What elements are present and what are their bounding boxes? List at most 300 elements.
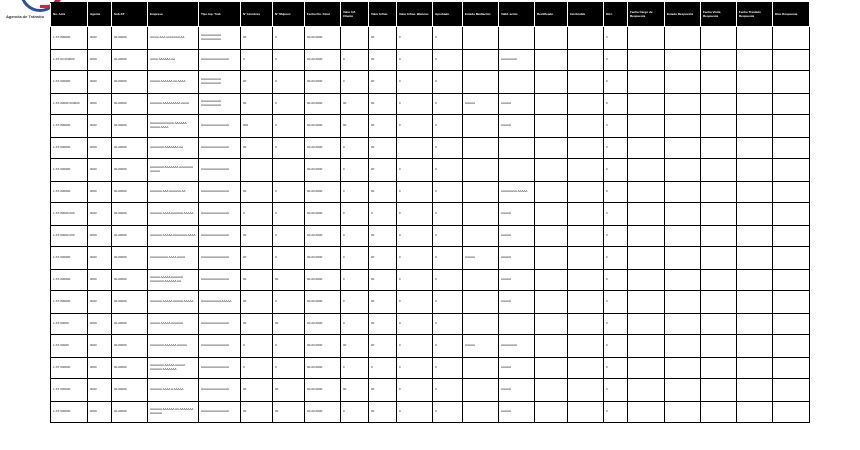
table-cell xyxy=(737,203,773,226)
table-cell: 0 xyxy=(433,182,463,203)
table-cell: 00 xyxy=(241,247,273,270)
table-cell: 00 xyxy=(341,115,369,138)
table-cell xyxy=(701,138,737,159)
table-cell xyxy=(568,138,604,159)
column-header: Tipo Inp. Trab xyxy=(199,3,241,27)
table-cell xyxy=(773,203,810,226)
table-cell: 0 xyxy=(273,358,305,379)
table-cell xyxy=(535,115,568,138)
table-cell xyxy=(773,402,810,423)
table-cell: 0 xyxy=(604,314,628,335)
table-cell xyxy=(499,138,535,159)
table-cell xyxy=(737,358,773,379)
table-cell: AAAAA xyxy=(499,226,535,247)
column-header: Fecha Cargo de Respuesta xyxy=(628,3,665,27)
table-cell: 0000 xyxy=(88,314,112,335)
table-cell xyxy=(499,27,535,50)
table-cell: AAAAAAAAAAAA AAAAAA AAAAA AAAA xyxy=(148,115,199,138)
column-header: Valor Inf. Cliente xyxy=(341,3,369,27)
table-cell: 0000 xyxy=(88,270,112,291)
table-cell: 00-00000 xyxy=(112,203,148,226)
table-cell xyxy=(535,270,568,291)
table-cell: 0 xyxy=(273,203,305,226)
table-cell xyxy=(773,379,810,402)
table-cell xyxy=(701,226,737,247)
table-cell xyxy=(568,335,604,358)
table-cell xyxy=(341,27,369,50)
table-cell: 00 xyxy=(369,314,397,335)
table-cell: 0 xyxy=(341,291,369,314)
table-cell: 0 xyxy=(273,138,305,159)
table-cell xyxy=(665,358,701,379)
table-cell xyxy=(737,291,773,314)
table-cell: 0 xyxy=(433,379,463,402)
table-cell xyxy=(628,138,665,159)
table-cell xyxy=(535,182,568,203)
table-cell: 0 xyxy=(273,335,305,358)
table-cell xyxy=(737,71,773,94)
table-cell: AAAAAA AAAA A AAAAA xyxy=(148,379,199,402)
table-cell: 0 xyxy=(341,138,369,159)
table-cell: 0 xyxy=(604,71,628,94)
table-cell xyxy=(463,314,499,335)
table-cell xyxy=(701,379,737,402)
table-cell xyxy=(665,335,701,358)
table-cell: AAAAAA AAAAA AAAAA AAAAA xyxy=(148,291,199,314)
table-cell xyxy=(701,270,737,291)
table-cell: 0 xyxy=(397,115,433,138)
table-cell: AAAAA xyxy=(499,247,535,270)
table-cell: 0 xyxy=(397,291,433,314)
table-cell: 0 xyxy=(604,50,628,71)
table-cell xyxy=(568,182,604,203)
table-cell: AAAAAAAAAAAAAA xyxy=(199,138,241,159)
table-cell xyxy=(568,27,604,50)
table-cell xyxy=(665,402,701,423)
table-cell: AAAAAAAAA AAAA AAAA xyxy=(148,247,199,270)
table-header-row xyxy=(51,3,810,27)
table-cell: AAAAA xyxy=(499,291,535,314)
table-cell: 0 xyxy=(433,335,463,358)
table-cell: 00 xyxy=(369,138,397,159)
table-cell: AAAAAA AAAAAAAAA AAAA xyxy=(148,94,199,115)
table-cell: 0 xyxy=(397,335,433,358)
table-cell: AAAAAAAAAAAAAA xyxy=(199,335,241,358)
table-cell: 00-00-0000 xyxy=(305,226,341,247)
table-row xyxy=(51,335,810,358)
table-cell: AAAAAA AAAAAA AA AAAAAAA AAAAAA xyxy=(148,402,199,423)
table-cell xyxy=(535,50,568,71)
table-cell: 0 xyxy=(604,270,628,291)
table-cell: 0 xyxy=(397,159,433,182)
table-cell xyxy=(397,138,433,159)
table-cell xyxy=(463,226,499,247)
column-header: No. Acta xyxy=(51,3,88,27)
table-cell: 00 xyxy=(369,27,397,50)
table-cell: 0000 xyxy=(88,115,112,138)
table-cell: AA/AA AAA AAAAAAA AA xyxy=(148,27,199,50)
table-cell: 0000 xyxy=(88,291,112,314)
table-cell: 0 xyxy=(273,182,305,203)
table-cell: AAAA AAAAAA AA xyxy=(148,50,199,71)
table-cell xyxy=(628,226,665,247)
table-cell: AAAAAAAAAAAAAA xyxy=(199,203,241,226)
table-cell: 00-00000 xyxy=(112,402,148,423)
table-body xyxy=(51,27,810,423)
table-cell xyxy=(737,335,773,358)
table-cell: 0 xyxy=(397,50,433,71)
table-cell: 0 xyxy=(273,291,305,314)
table-cell: AAAAA xyxy=(499,402,535,423)
table-cell: 1-ST-000000 xyxy=(51,27,88,50)
table-cell: AAAAAA AAAA AAAAAA AAAAA xyxy=(148,203,199,226)
table-cell: 0 xyxy=(604,379,628,402)
column-header: Estado Mediación xyxy=(463,3,499,27)
table-cell xyxy=(463,115,499,138)
table-cell: 0000 xyxy=(88,50,112,71)
table-cell: 0 xyxy=(604,247,628,270)
table-cell: 0000 xyxy=(88,358,112,379)
table-cell: 0000 xyxy=(88,226,112,247)
column-header: Fecha Visita Respuesta xyxy=(701,3,737,27)
table-cell: 0 xyxy=(397,402,433,423)
table-cell: 0 xyxy=(341,50,369,71)
table-cell xyxy=(628,27,665,50)
table-cell: 0 xyxy=(397,247,433,270)
table-cell: 1-ST-00 000000 xyxy=(51,50,88,71)
table-cell xyxy=(701,182,737,203)
table-cell: AAAAAAAA AAAAA xyxy=(499,182,535,203)
table-cell xyxy=(628,402,665,423)
table-cell: 00-00000 xyxy=(112,270,148,291)
table-cell: 00 xyxy=(273,270,305,291)
table-cell: 00 xyxy=(241,138,273,159)
table-cell: 0 xyxy=(341,314,369,335)
table-cell: 0 xyxy=(397,379,433,402)
table-cell: AAAAA xyxy=(499,94,535,115)
column-header: Valid. ación xyxy=(499,3,535,27)
table-row xyxy=(51,27,810,50)
table-cell: AAAAAAA AAAAAAA AAAAAAA AAAAA xyxy=(148,159,199,182)
table-cell: AAAAA AAAAA AAAAAA AAAAAAA AAAAAA AA xyxy=(148,270,199,291)
table-cell xyxy=(628,182,665,203)
table-cell xyxy=(773,94,810,115)
table-cell: 0 xyxy=(397,27,433,50)
table-cell xyxy=(535,203,568,226)
column-header: Valor Infrac. xyxy=(369,3,397,27)
table-cell: 0 xyxy=(433,402,463,423)
table-row xyxy=(51,115,810,138)
table-cell: 0 xyxy=(273,71,305,94)
table-cell xyxy=(535,291,568,314)
table-cell xyxy=(628,71,665,94)
table-cell: 00-00-0000 xyxy=(305,247,341,270)
table-row xyxy=(51,182,810,203)
table-cell xyxy=(701,247,737,270)
table-cell xyxy=(568,270,604,291)
table-cell: 0 xyxy=(273,94,305,115)
table-cell: 0 xyxy=(604,27,628,50)
column-header: Empresa xyxy=(148,3,199,27)
table-cell: 0 xyxy=(433,291,463,314)
table-cell: 0 xyxy=(369,203,397,226)
table-cell xyxy=(628,50,665,71)
table-cell: 00-00-0000 xyxy=(305,94,341,115)
table-cell xyxy=(628,94,665,115)
table-cell: 1-ST 000000 xyxy=(51,379,88,402)
table-cell: 0 xyxy=(341,159,369,182)
column-header: N° Hombres xyxy=(241,3,273,27)
table-row xyxy=(51,314,810,335)
table-cell: AAAAAAAAAA AAAAAAAAAA xyxy=(199,27,241,50)
table-cell: 00 xyxy=(273,379,305,402)
column-header: Rectificado xyxy=(535,3,568,27)
table-cell: 00 xyxy=(369,291,397,314)
table-cell: 0 xyxy=(369,358,397,379)
table-cell xyxy=(665,27,701,50)
table-cell: 0 xyxy=(433,159,463,182)
table-cell xyxy=(628,358,665,379)
table-cell xyxy=(535,314,568,335)
table-cell xyxy=(463,50,499,71)
table-cell xyxy=(773,270,810,291)
column-header: N° Mujeres xyxy=(273,3,305,27)
table-cell xyxy=(773,314,810,335)
table-cell xyxy=(463,71,499,94)
table-cell: 00 xyxy=(369,71,397,94)
table-cell xyxy=(535,379,568,402)
table-cell: 0 xyxy=(433,138,463,159)
table-cell: 0 xyxy=(433,71,463,94)
table-cell: 00 xyxy=(241,27,273,50)
table-cell: AAAAAAAAAAAAAA xyxy=(199,402,241,423)
table-cell: 0000 xyxy=(88,247,112,270)
table-cell: 0 xyxy=(433,115,463,138)
table-row xyxy=(51,247,810,270)
table-cell: 0 xyxy=(433,50,463,71)
table-cell xyxy=(665,247,701,270)
table-cell: AAAAAAAAAAAAAA xyxy=(199,50,241,71)
table-cell xyxy=(665,94,701,115)
table-cell: 1-ST-00000 000000 xyxy=(51,94,88,115)
table-cell xyxy=(737,159,773,182)
table-cell: 0 xyxy=(397,203,433,226)
table-cell: 00-00-0000 xyxy=(305,159,341,182)
table-cell xyxy=(535,138,568,159)
table-cell: AAAAAA AAAAA AAAAAAA AAAA xyxy=(148,226,199,247)
table-cell xyxy=(535,159,568,182)
table-cell: 0 xyxy=(397,226,433,247)
column-header: Aprobado xyxy=(433,3,463,27)
table-cell: AAAAAAAAAA AAAAA xyxy=(199,291,241,314)
table-cell xyxy=(568,226,604,247)
table-cell: 00 xyxy=(241,71,273,94)
table-cell: 0000 xyxy=(88,335,112,358)
table-cell: 0000 xyxy=(88,94,112,115)
table-cell: 0 xyxy=(604,94,628,115)
logo-brand-text: Agencia de Tránsito xyxy=(6,14,45,19)
table-cell: 00-00-0000 xyxy=(305,71,341,94)
table-cell xyxy=(535,402,568,423)
table-cell: 00-00-0000 xyxy=(305,27,341,50)
table-cell xyxy=(737,138,773,159)
table-cell xyxy=(568,379,604,402)
table-cell: 00-00-0000 xyxy=(305,358,341,379)
table-cell: 00 xyxy=(369,50,397,71)
table-cell xyxy=(463,358,499,379)
table-cell xyxy=(773,138,810,159)
table-cell: AAAAAAAAAAAAAA xyxy=(199,159,241,182)
table-cell: 0 xyxy=(433,247,463,270)
table-cell: 00 xyxy=(241,182,273,203)
table-cell: 0 xyxy=(604,159,628,182)
table-cell xyxy=(737,115,773,138)
table-cell xyxy=(737,402,773,423)
table-cell xyxy=(665,379,701,402)
table-cell xyxy=(568,50,604,71)
table-cell: 0 xyxy=(341,358,369,379)
table-row xyxy=(51,270,810,291)
table-cell: 0 xyxy=(397,182,433,203)
table-cell: 0 xyxy=(433,203,463,226)
table-cell: 0 xyxy=(397,71,433,94)
table-cell: 0 xyxy=(341,270,369,291)
table-cell xyxy=(535,226,568,247)
table-cell xyxy=(628,314,665,335)
table-row xyxy=(51,71,810,94)
column-header: Valor Infrac. Blancas xyxy=(397,3,433,27)
table-cell xyxy=(701,50,737,71)
table-cell xyxy=(773,71,810,94)
table-cell: 00 xyxy=(369,270,397,291)
table-cell: 0 xyxy=(273,226,305,247)
table-cell: 0 xyxy=(273,27,305,50)
table-cell: 0 xyxy=(604,226,628,247)
table-cell: 1-ST 000000 xyxy=(51,402,88,423)
table-cell xyxy=(499,159,535,182)
table-cell: AAAAA xyxy=(463,335,499,358)
table-cell xyxy=(773,159,810,182)
table-cell: AAAAA xyxy=(463,247,499,270)
table-cell xyxy=(568,291,604,314)
table-cell xyxy=(701,291,737,314)
table-cell xyxy=(773,358,810,379)
table-cell: 1-ST-00000 000 xyxy=(51,203,88,226)
table-cell xyxy=(568,115,604,138)
column-header: Estado Respuesta xyxy=(665,3,701,27)
table-cell: 0 xyxy=(604,203,628,226)
column-header: Agente xyxy=(88,3,112,27)
table-cell: 00-00000 xyxy=(112,314,148,335)
table-cell xyxy=(535,71,568,94)
table-cell: 00 xyxy=(341,379,369,402)
table-cell xyxy=(773,50,810,71)
table-cell: 0 xyxy=(397,270,433,291)
table-cell xyxy=(568,358,604,379)
table-cell: 1-ST-000000 xyxy=(51,159,88,182)
table-cell xyxy=(701,402,737,423)
table-cell xyxy=(665,226,701,247)
table-cell: 0 xyxy=(433,314,463,335)
table-cell: AAAAA xyxy=(499,358,535,379)
table-cell: 00-00000 xyxy=(112,138,148,159)
table-cell: 0 xyxy=(241,335,273,358)
column-header: Sub-ST xyxy=(112,3,148,27)
table-cell: 00-00000 xyxy=(112,358,148,379)
table-cell xyxy=(463,203,499,226)
table-cell: 1-ST-00000 xyxy=(51,335,88,358)
table-cell: 00-00000 xyxy=(112,27,148,50)
table-cell: 00-00-0000 xyxy=(305,402,341,423)
table-cell: AAAAAAA AAAAAA AAAAA xyxy=(148,335,199,358)
table-cell: 00-00000 xyxy=(112,159,148,182)
table-cell xyxy=(701,71,737,94)
table-cell xyxy=(535,335,568,358)
table-cell xyxy=(737,314,773,335)
table-cell: 00-00000 xyxy=(112,226,148,247)
table-cell: AAAAAAAAAAAAAA xyxy=(199,270,241,291)
table-cell: 00 xyxy=(273,402,305,423)
table-row xyxy=(51,203,810,226)
table-cell xyxy=(773,335,810,358)
table-cell: 1-ST-000000 xyxy=(51,115,88,138)
table-cell: 0000 xyxy=(88,203,112,226)
table-cell xyxy=(628,247,665,270)
table-cell xyxy=(463,270,499,291)
table-cell xyxy=(463,27,499,50)
table-cell: 00-00000 xyxy=(112,247,148,270)
table-cell: AAAAA xyxy=(499,203,535,226)
table-cell xyxy=(628,335,665,358)
table-cell: 00 xyxy=(341,94,369,115)
table-cell: 1-ST-000000 xyxy=(51,270,88,291)
table-cell: 00-00000 xyxy=(112,71,148,94)
table-cell: 00-00-0000 xyxy=(305,182,341,203)
table-cell xyxy=(568,159,604,182)
table-cell: 00 xyxy=(369,379,397,402)
table-cell: 00 xyxy=(241,402,273,423)
table-cell: 00 xyxy=(241,94,273,115)
table-cell xyxy=(773,27,810,50)
table-cell xyxy=(665,50,701,71)
table-cell: 0 xyxy=(241,50,273,71)
table-cell: 00 xyxy=(273,314,305,335)
table-cell xyxy=(737,50,773,71)
table-cell xyxy=(737,94,773,115)
table-cell xyxy=(737,270,773,291)
table-cell: 00 xyxy=(241,226,273,247)
table-cell: 00 xyxy=(369,335,397,358)
table-cell: 0 xyxy=(341,182,369,203)
table-cell xyxy=(628,379,665,402)
column-header: Fecha Fin. Final xyxy=(305,3,341,27)
table-cell: AAAAAAAAAAAAAA xyxy=(199,358,241,379)
table-cell: AAAAAA AAA AAAAAA AA xyxy=(148,182,199,203)
table-cell xyxy=(773,115,810,138)
table-cell: 00-00-0000 xyxy=(305,291,341,314)
table-cell xyxy=(701,358,737,379)
table-cell: AAAAAAAAAAAAAA xyxy=(199,314,241,335)
table-cell: AAAAA xyxy=(499,270,535,291)
table-cell xyxy=(701,335,737,358)
table-cell: 00 xyxy=(241,314,273,335)
table-cell xyxy=(737,379,773,402)
table-cell xyxy=(665,291,701,314)
table-cell: 00 xyxy=(369,159,397,182)
table-cell: AAAAA xyxy=(499,115,535,138)
table-cell: AAAAAAAAAAAAAA xyxy=(199,226,241,247)
table-cell: 0 xyxy=(273,115,305,138)
